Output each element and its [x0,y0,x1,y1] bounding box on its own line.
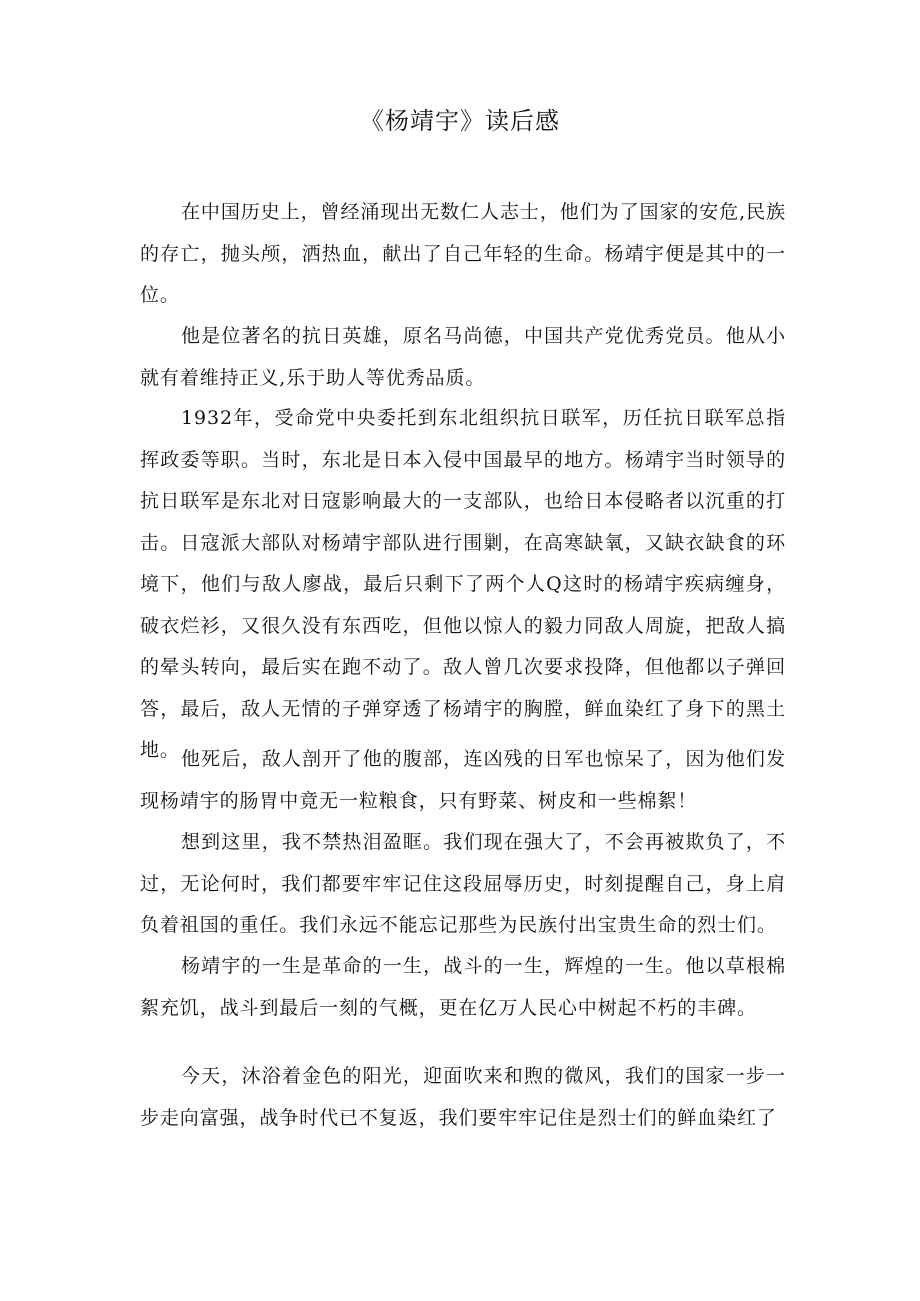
paragraph-today: 今天，沐浴着金色的阳光，迎面吹来和煦的微风，我们的国家一步一步走向富强，战争时代已不复返，我们要牢牢记住是烈士们的鲜血染红了 [140,1065,786,1129]
paragraph-intro: 在中国历史上，曾经涌现出无数仁人志士，他们为了国家的安危,民族的存亡，抛头颅，洒热血，献出了自己年轻的生命。杨靖宇便是其中的一位。 [140,201,786,306]
paragraph-tribute: 杨靖宇的一生是革命的一生，战斗的一生，辉煌的一生。他以草根棉絮充饥，战斗到最后一刻的气概，更在亿万人民心中树起不朽的丰碑。 [140,955,786,1019]
paragraph-after-death: 他死后，敌人剖开了他的腹部，连凶残的日军也惊呆了，因为他们发现杨靖宇的肠胃中竟无一粒粮食，只有野菜、树皮和一些棉絮！ [140,748,786,812]
paragraph-biography: 他是位著名的抗日英雄，原名马尚德，中国共产党优秀党员。他从小就有着维持正义,乐于助人等优秀品质。 [140,325,786,389]
paragraph-anti-japanese-war: 1932年，受命党中央委托到东北组织抗日联军，历任抗日联军总指挥政委等职。当时，东北是日本入侵中国最早的地方。杨靖宇当时领导的抗日联军是东北对日寇影响最大的一支部队，也给日本侵略者以沉重的打击。日寇派大部队对杨靖宇部队进行围剿，在高寒缺氧，又缺衣缺食的环境下，他们与敌人廖战，最后只剩下了两个人Q这时的杨靖宇疾病缠身，破衣烂衫，又很久没有东西吃，但他以惊人的毅力同敌人周旋，把敌人搞的晕头转向，最后实在跑不动了。敌人曾几次要求投降，但他都以子弹回答，最后，敌人无情的子弹穿透了杨靖宇的胸膛，鲜血染红了身下的黑土地。 [140,407,786,761]
paragraph-reflection: 想到这里，我不禁热泪盈眶。我们现在强大了，不会再被欺负了，不过，无论何时，我们都要牢牢记住这段屈辱历史，时刻提醒自己，身上肩负着祖国的重任。我们永远不能忘记那些为民族付出宝贵生命的烈士们。 [140,831,786,936]
document-title: 《杨靖宇》读后感 [360,107,560,135]
